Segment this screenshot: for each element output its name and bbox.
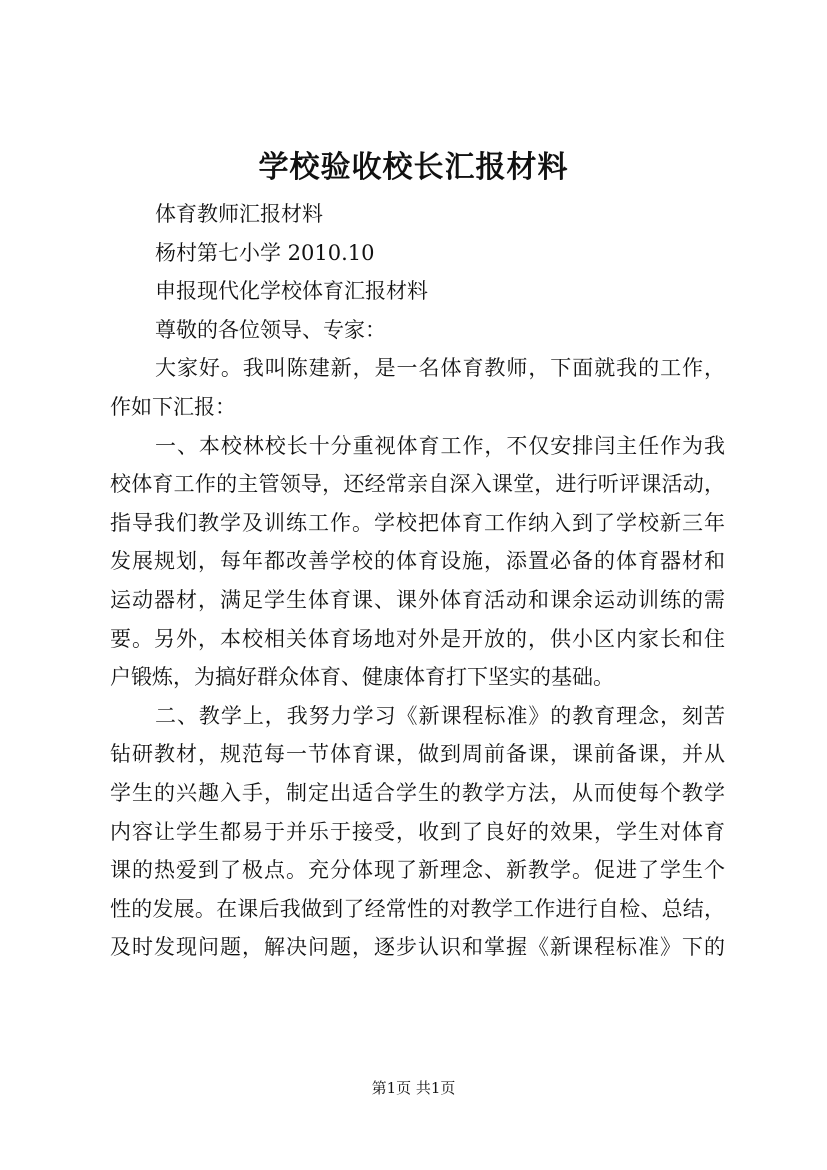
text-line: 尊敬的各位领导、专家： <box>155 317 386 342</box>
text-line: 学生的兴趣入手，制定出适合学生的教学方法，从而使每个教学 <box>110 780 725 805</box>
page-footer: 第1页 共1页 <box>371 1079 456 1097</box>
text-line: 钻研教材，规范每一节体育课，做到周前备课，课前备课，并从 <box>110 742 725 767</box>
text-line: 二、教学上，我努力学习《新课程标准》的教育理念，刻苦 <box>155 703 725 728</box>
text-line: 校体育工作的主管领导，还经常亲自深入课堂，进行听评课活动， <box>110 472 725 497</box>
text-line: 发展规划，每年都改善学校的体育设施，添置必备的体育器材和 <box>110 549 725 574</box>
text-line: 运动器材，满足学生体育课、课外体育活动和课余运动训练的需 <box>110 587 725 612</box>
text-line: 指导我们教学及训练工作。学校把体育工作纳入到了学校新三年 <box>110 510 725 535</box>
document-body <box>110 195 725 967</box>
text-line: 内容让学生都易于并乐于接受，收到了良好的效果，学生对体育 <box>110 819 725 844</box>
text-line: 户锻炼，为搞好群众体育、健康体育打下坚实的基础。 <box>110 665 614 690</box>
text-line: 申报现代化学校体育汇报材料 <box>155 279 428 304</box>
text-line: 大家好。我叫陈建新，是一名体育教师，下面就我的工作， <box>155 356 725 381</box>
text-line: 作如下汇报： <box>110 394 236 419</box>
text-line: 要。另外，本校相关体育场地对外是开放的，供小区内家长和住 <box>110 626 725 651</box>
text-line: 一、本校林校长十分重视体育工作，不仅安排闫主任作为我 <box>155 433 725 458</box>
text-line: 体育教师汇报材料 <box>155 202 323 226</box>
document-title: 学校验收校长汇报材料 <box>258 150 569 185</box>
text-line: 课的热爱到了极点。充分体现了新理念、新教学。促进了学生个 <box>110 858 725 883</box>
text-line: 杨村第七小学 2010.10 <box>155 240 375 265</box>
text-line: 性的发展。在课后我做到了经常性的对教学工作进行自检、总结， <box>110 896 725 921</box>
text-line: 及时发现问题，解决问题，逐步认识和掌握《新课程标准》下的 <box>110 935 725 960</box>
